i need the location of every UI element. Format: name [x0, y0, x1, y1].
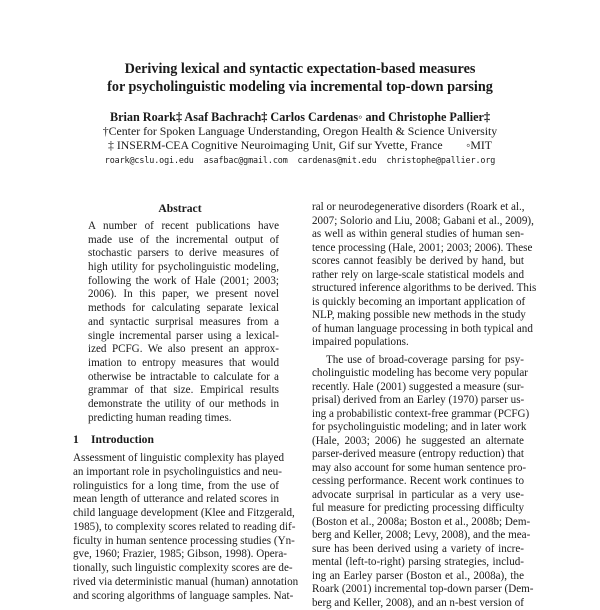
body-line: The use of broad-coverage parsing for psy- — [312, 354, 524, 368]
intro-line: Assessment of linguistic complexity has played — [73, 452, 279, 466]
abstract-line: single incremental parser using a lexical- — [88, 330, 279, 344]
body-line: recently. Hale (2001) suggested a measure (sur- — [312, 381, 524, 395]
body-line: rather rely on large-scale statistical models and — [312, 269, 524, 283]
abstract-line: ized PCFG. We also present an approx- — [88, 343, 279, 357]
abstract-line: A number of recent publications have — [88, 220, 279, 234]
body-line: may also account for some human sentence pro- — [312, 462, 524, 476]
intro-line: an important role in psycholinguistics and neu- — [73, 466, 279, 480]
body-line: cessing performance. Recent work continues to — [312, 475, 524, 489]
body-line: berg and Keller, 2008), and an n-best version of — [312, 597, 524, 610]
body-line: is quickly becoming an important application of — [312, 296, 524, 310]
body-line: berg and Keller, 2008; Levy, 2008), and the mea- — [312, 529, 524, 543]
body-line: structured inference algorithms to be derived. This — [312, 282, 524, 296]
body-line: scores cannot feasibly be derived by hand, but — [312, 255, 524, 269]
affiliation-2: ‡ INSERM-CEA Cognitive Neuroimaging Unit, Gif sur Yvette, France ◦MIT — [40, 138, 560, 152]
intro-line: 1985), to complexity scores related to reading dif- — [73, 521, 279, 535]
section-title: Introduction — [91, 433, 154, 446]
intro-line: and scoring algorithms of language samples. Nat- — [73, 590, 279, 604]
body-line: (Boston et al., 2008a; Boston et al., 2008b; Dem- — [312, 516, 524, 530]
paper-title-line-1: Deriving lexical and syntactic expectation-based measures — [40, 60, 560, 78]
intro-line: child language development (Klee and Fitzgerald, — [73, 507, 279, 521]
body-line: prisal) derived from an Earley (1970) parser us- — [312, 394, 524, 408]
body-line: ing an Earley parser (Boston et al., 2008a), the — [312, 570, 524, 584]
abstract-heading: Abstract — [80, 202, 280, 216]
author-list: Brian Roark‡ Asaf Bachrach‡ Carlos Cardenas◦ and Christophe Pallier‡ — [40, 110, 560, 124]
body-line: of human language processing in both typical and — [312, 323, 524, 337]
author-emails: roark@cslu.ogi.edu asafbac@gmail.com cardenas@mit.edu christophe@pallier.org — [40, 154, 560, 166]
body-line: as well as within general studies of human sen- — [312, 228, 524, 242]
abstract-line: demonstrate the utility of our methods in — [88, 398, 279, 412]
abstract-line: following the work of Hale (2001; 2003; — [88, 275, 279, 289]
abstract-line: 2006). In this paper, we present novel — [88, 288, 279, 302]
right-column-body — [312, 201, 524, 610]
intro-line: mean length of utterance and related scores in — [73, 493, 279, 507]
body-line: Roark (2001) incremental top-down parser (Dem- — [312, 583, 524, 597]
section-number: 1 — [73, 433, 91, 447]
body-line: for psycholinguistic modeling; and in later work — [312, 421, 524, 435]
abstract-line: made use of the incremental output of — [88, 234, 279, 248]
abstract-line: imation to entropy measures that would — [88, 357, 279, 371]
body-line: sure has been derived using a variety of incre- — [312, 543, 524, 557]
intro-line: rolinguistics for a long time, from the use of — [73, 480, 279, 494]
abstract-body — [88, 220, 279, 425]
body-line: mental (left-to-right) parsing strategies, includ- — [312, 556, 524, 570]
body-line: ful measure for predicting processing difficulty — [312, 502, 524, 516]
abstract-line: high utility for psycholinguistic modeling, — [88, 261, 279, 275]
paper-title-line-2: for psycholinguistic modeling via incremental top-down parsing — [40, 78, 560, 96]
abstract-line: otherwise be intractable to calculate for a — [88, 371, 279, 385]
body-line: advocate surprisal in particular as a very use- — [312, 489, 524, 503]
affiliation-1: †Center for Spoken Language Understanding, Oregon Health & Science University — [40, 124, 560, 138]
introduction-body — [73, 452, 279, 603]
intro-line: gve, 1960; Frazier, 1985; Gibson, 1998). Opera- — [73, 548, 279, 562]
body-line: tence processing (Hale, 2001; 2003; 2006). These — [312, 242, 524, 256]
body-line: ing a probabilistic context-free grammar (PCFG) — [312, 408, 524, 422]
body-line: cholinguistic modeling has become very popular — [312, 367, 524, 381]
body-line: ral or neurodegenerative disorders (Roark et al., — [312, 201, 524, 215]
body-line: (Hale, 2003; 2006) he suggested an alternate — [312, 435, 524, 449]
abstract-line: and syntactic surprisal measures from a — [88, 316, 279, 330]
section-heading-introduction — [73, 433, 154, 447]
intro-line: rived via deterministic manual (human) annotation — [73, 576, 279, 590]
abstract-line: methods for calculating separate lexical — [88, 302, 279, 316]
abstract-line: predicting human reading times. — [88, 412, 279, 426]
body-line: NLP, making possible new methods in the study — [312, 309, 524, 323]
abstract-line: grammar of that size. Empirical results — [88, 384, 279, 398]
abstract-line: stochastic parsers to derive measures of — [88, 247, 279, 261]
intro-line: tionally, such linguistic complexity scores are de- — [73, 562, 279, 576]
intro-line: ficulty in human sentence processing studies (Yn- — [73, 535, 279, 549]
body-line: parser-derived measure (entropy reduction) that — [312, 448, 524, 462]
body-line: 2007; Solorio and Liu, 2008; Gabani et al., 2009), — [312, 215, 524, 229]
body-line: impaired populations. — [312, 336, 524, 350]
